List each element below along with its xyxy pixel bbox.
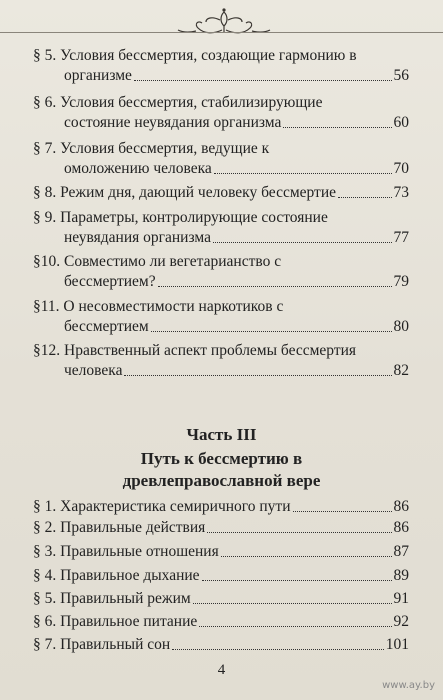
toc-entry-title: §10. Совместимо ли вегетарианство с <box>33 253 282 270</box>
leader-dots <box>134 80 392 81</box>
toc-page-number: 80 <box>393 318 409 335</box>
part-subtitle: Путь к бессмертию в <box>140 449 303 468</box>
toc-page-number: 86 <box>393 498 409 515</box>
leader-dots <box>158 286 392 287</box>
toc-page-number: 86 <box>393 519 409 536</box>
toc-entry-title: § 6. Условия бессмертия, стабилизирующие <box>33 94 323 111</box>
toc-entry <box>33 93 409 133</box>
toc-entry-title: § 7. Условия бессмертия, ведущие к <box>33 140 270 157</box>
toc-entry-title: § 8. Режим дня, дающий человеку бессмертие <box>33 184 337 201</box>
ornament-icon <box>176 6 272 38</box>
toc-entry <box>33 341 409 381</box>
toc-entry <box>33 252 409 292</box>
leader-dots <box>214 173 392 174</box>
toc-entry-title-cont: омоложению человека <box>64 160 212 177</box>
leader-dots <box>124 375 391 376</box>
toc-page-number: 77 <box>393 229 409 246</box>
toc-entry-title: § 5. Условия бессмертия, создающие гармонию в <box>33 47 357 64</box>
leader-dots <box>193 603 392 604</box>
toc-entry-title-cont: неувядания организма <box>64 229 211 246</box>
toc-entry-title: § 7. Правильный сон <box>33 636 171 653</box>
toc-entry-title: § 3. Правильные отношения <box>33 543 219 560</box>
page-number: 4 <box>217 662 226 678</box>
leader-dots <box>293 511 392 512</box>
part-subtitle: древлеправославной вере <box>122 471 321 490</box>
toc-entry <box>33 566 409 586</box>
toc-entry-title: § 2. Правильные действия <box>33 519 206 536</box>
toc-entry-title-cont: бессмертием <box>64 318 149 335</box>
toc-entry-title-cont: организме <box>64 67 132 84</box>
toc-entry-title: § 4. Правильное дыхание <box>33 567 200 584</box>
toc-page-number: 89 <box>393 567 409 584</box>
leader-dots <box>172 649 384 650</box>
leader-dots <box>207 532 391 533</box>
toc-entry-title-cont: бессмертием? <box>64 273 156 290</box>
toc-entry-title: § 5. Правильный режим <box>33 590 191 607</box>
toc-page-number: 92 <box>393 613 409 630</box>
toc-entry-title-cont: человека <box>64 362 123 379</box>
toc-entry <box>33 46 409 86</box>
toc-entry <box>33 518 409 538</box>
toc-page-number: 82 <box>393 362 409 379</box>
leader-dots <box>338 197 391 198</box>
toc-page-number: 101 <box>385 636 409 653</box>
leader-dots <box>151 331 392 332</box>
toc-entry-title: §11. О несовместимости наркотиков с <box>33 298 284 315</box>
toc-entry-title: § 1. Характеристика семиричного пути <box>33 498 291 515</box>
leader-dots <box>213 242 392 243</box>
toc-page-number: 60 <box>393 114 409 131</box>
toc-entry <box>33 183 409 203</box>
toc-page-number: 79 <box>393 273 409 290</box>
toc-page-number: 70 <box>393 160 409 177</box>
toc-entry-title: § 9. Параметры, контролирующие состояние <box>33 209 328 226</box>
header-rule <box>0 32 443 33</box>
toc-entry <box>33 497 409 517</box>
toc-page-number: 91 <box>393 590 409 607</box>
leader-dots <box>199 626 391 627</box>
part-heading: Часть III <box>186 425 257 444</box>
toc-entry-title-cont: состояние неувядания организма <box>64 114 282 131</box>
toc-entry <box>33 589 409 609</box>
toc-entry-title: § 6. Правильное питание <box>33 613 198 630</box>
toc-page-number: 73 <box>393 184 409 201</box>
leader-dots <box>221 556 392 557</box>
watermark: www.ay.by <box>382 680 435 691</box>
leader-dots <box>283 127 391 128</box>
toc-entry <box>33 612 409 632</box>
leader-dots <box>202 580 392 581</box>
toc-entry <box>33 139 409 179</box>
toc-page-number: 87 <box>393 543 409 560</box>
toc-page-number: 56 <box>393 67 409 84</box>
toc-entry-title: §12. Нравственный аспект проблемы бессмертия <box>33 342 357 359</box>
toc-entry <box>33 208 409 248</box>
toc-entry <box>33 635 409 655</box>
toc-entry <box>33 542 409 562</box>
toc-entry <box>33 297 409 337</box>
